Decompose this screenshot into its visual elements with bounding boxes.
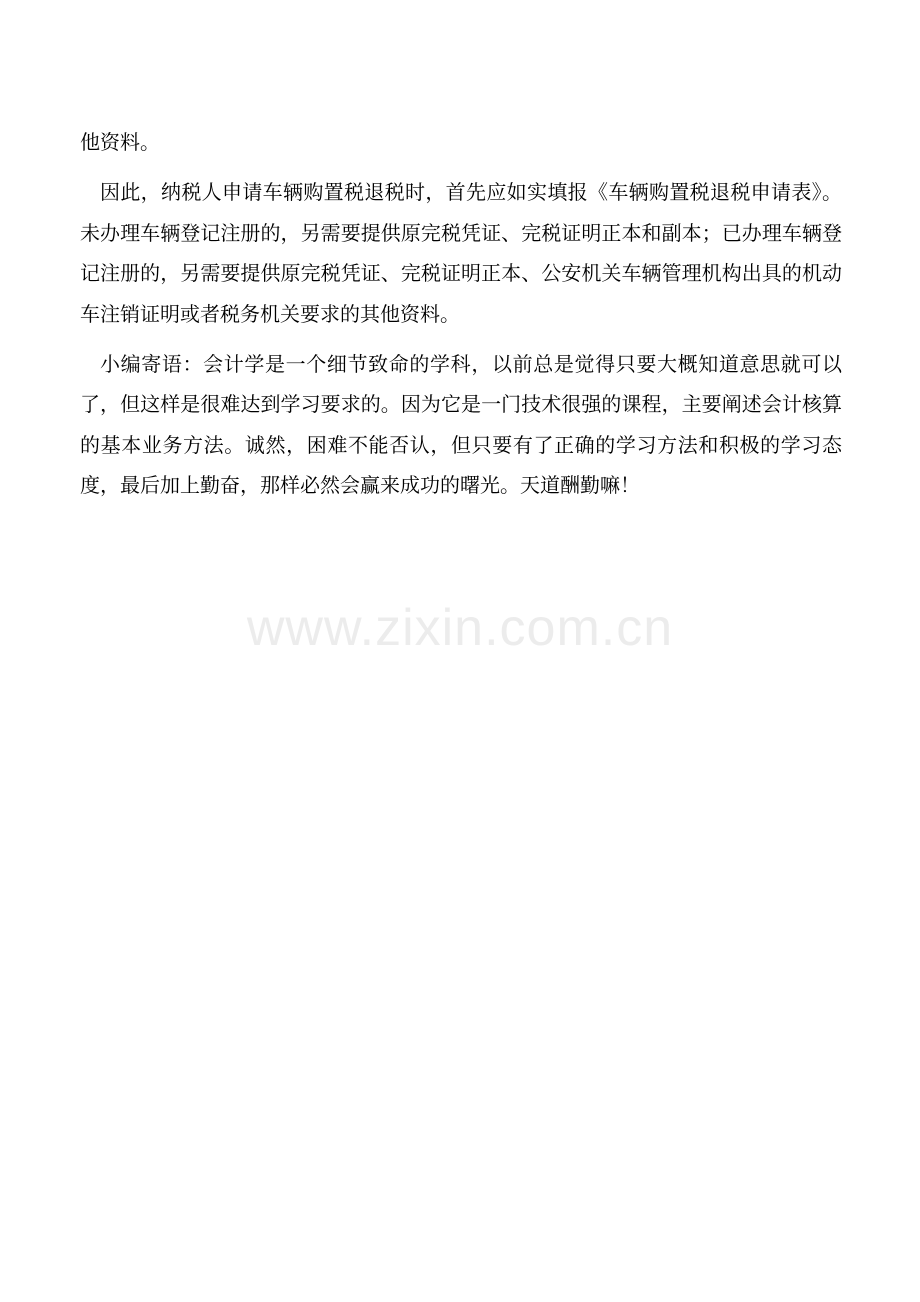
- paragraph-editor-note: 小编寄语：会计学是一个细节致命的学科，以前总是觉得只要大概知道意思就可以了，但这样是很难达到学习要求的。因为它是一门技术很强的课程，主要阐述会计核算的基本业务方法。诚然，困难不能否认，但只要有了正确的学习方法和积极的学习态度，最后加上勤奋，那样必然会赢来成功的曙光。天道酬勤嘛！: [80, 352, 842, 498]
- paragraph-refund-requirements: 因此，纳税人申请车辆购置税退税时，首先应如实填报《车辆购置税退税申请表》。未办理车辆登记注册的，另需要提供原完税凭证、完税证明正本和副本；已办理车辆登记注册的，另需要提供原完税凭证、完税证明正本、公安机关车辆管理机构出具的机动车注销证明或者税务机关要求的其他资料。: [80, 180, 842, 326]
- document-page: [80, 122, 842, 516]
- watermark: www.zixin.com.cn: [246, 599, 674, 657]
- paragraph-continuation: 他资料。: [80, 130, 160, 154]
